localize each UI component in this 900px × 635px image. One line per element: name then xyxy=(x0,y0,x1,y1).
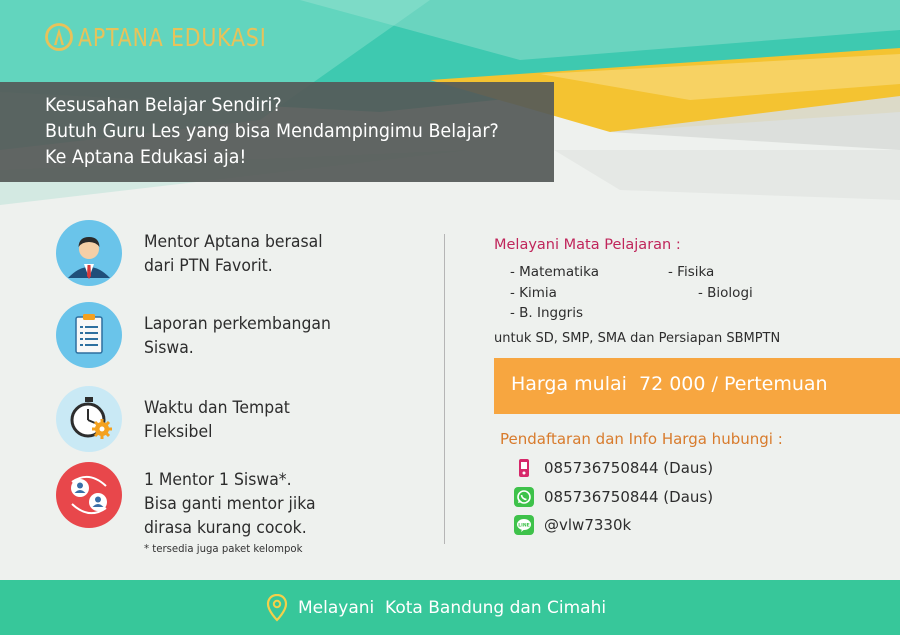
banner-line-3: Ke Aptana Edukasi aja! xyxy=(45,146,247,168)
location-pin-icon xyxy=(266,594,288,622)
headline-banner xyxy=(0,82,554,182)
column-divider xyxy=(444,234,445,544)
subjects-title: Melayani Mata Pelajaran : xyxy=(494,237,681,253)
feature-report-line-2: Siswa. xyxy=(144,338,194,358)
logo-text: APTANA EDUKASI xyxy=(78,22,267,52)
feature-report-line-1: Laporan perkembangan xyxy=(144,314,331,334)
phone-icon xyxy=(514,458,534,478)
price-text: Harga mulai 72 000 / Pertemuan xyxy=(511,373,828,395)
feature-report xyxy=(56,302,347,368)
aptana-logo-icon xyxy=(44,22,74,52)
feature-flexible-line-2: Fleksibel xyxy=(144,422,213,442)
feature-mentor xyxy=(56,220,338,286)
feature-one-on-one-line-3: dirasa kurang cocok. xyxy=(144,518,307,538)
feature-one-on-one xyxy=(56,462,331,555)
feature-one-on-one-line-1: 1 Mentor 1 Siswa*. xyxy=(144,470,292,490)
subject-item: - Fisika xyxy=(668,264,715,280)
line-app-icon xyxy=(514,515,534,535)
subject-item: - B. Inggris xyxy=(510,305,584,321)
group-package-note: * tersedia juga paket kelompok xyxy=(144,542,303,555)
price-banner xyxy=(494,358,900,414)
subject-item: - Matematika xyxy=(510,264,600,280)
contact-line xyxy=(514,515,631,535)
footer-bar xyxy=(0,580,900,635)
feature-flexible-line-1: Waktu dan Tempat xyxy=(144,398,290,418)
levels-text: untuk SD, SMP, SMA dan Persiapan SBMPTN xyxy=(494,331,781,346)
feature-flexible xyxy=(56,386,303,452)
contact-whatsapp xyxy=(514,487,713,507)
banner-line-2: Butuh Guru Les yang bisa Mendampingimu Belajar? xyxy=(45,120,499,142)
contact-whatsapp-text[interactable]: 085736750844 (Daus) xyxy=(544,488,714,506)
service-area-text: Melayani Kota Bandung dan Cimahi xyxy=(298,597,607,618)
clipboard-report-icon xyxy=(56,302,122,368)
contact-line-text[interactable]: @vlw7330k xyxy=(544,516,632,534)
svg-text:LINE: LINE xyxy=(518,523,530,529)
feature-mentor-line-2: dari PTN Favorit. xyxy=(144,256,273,276)
subject-item: - Biologi xyxy=(698,285,753,301)
contact-phone-text[interactable]: 085736750844 (Daus) xyxy=(544,459,714,477)
contact-phone xyxy=(514,458,713,478)
whatsapp-icon xyxy=(514,487,534,507)
feature-mentor-line-1: Mentor Aptana berasal xyxy=(144,232,323,252)
two-people-icon xyxy=(56,462,122,528)
stopwatch-gear-icon xyxy=(56,386,122,452)
brand-logo xyxy=(44,22,308,52)
subject-item: - Kimia xyxy=(510,285,557,301)
banner-line-1: Kesusahan Belajar Sendiri? xyxy=(45,94,282,116)
registration-title: Pendaftaran dan Info Harga hubungi : xyxy=(500,430,783,448)
feature-one-on-one-line-2: Bisa ganti mentor jika xyxy=(144,494,316,514)
mentor-avatar-icon xyxy=(56,220,122,286)
